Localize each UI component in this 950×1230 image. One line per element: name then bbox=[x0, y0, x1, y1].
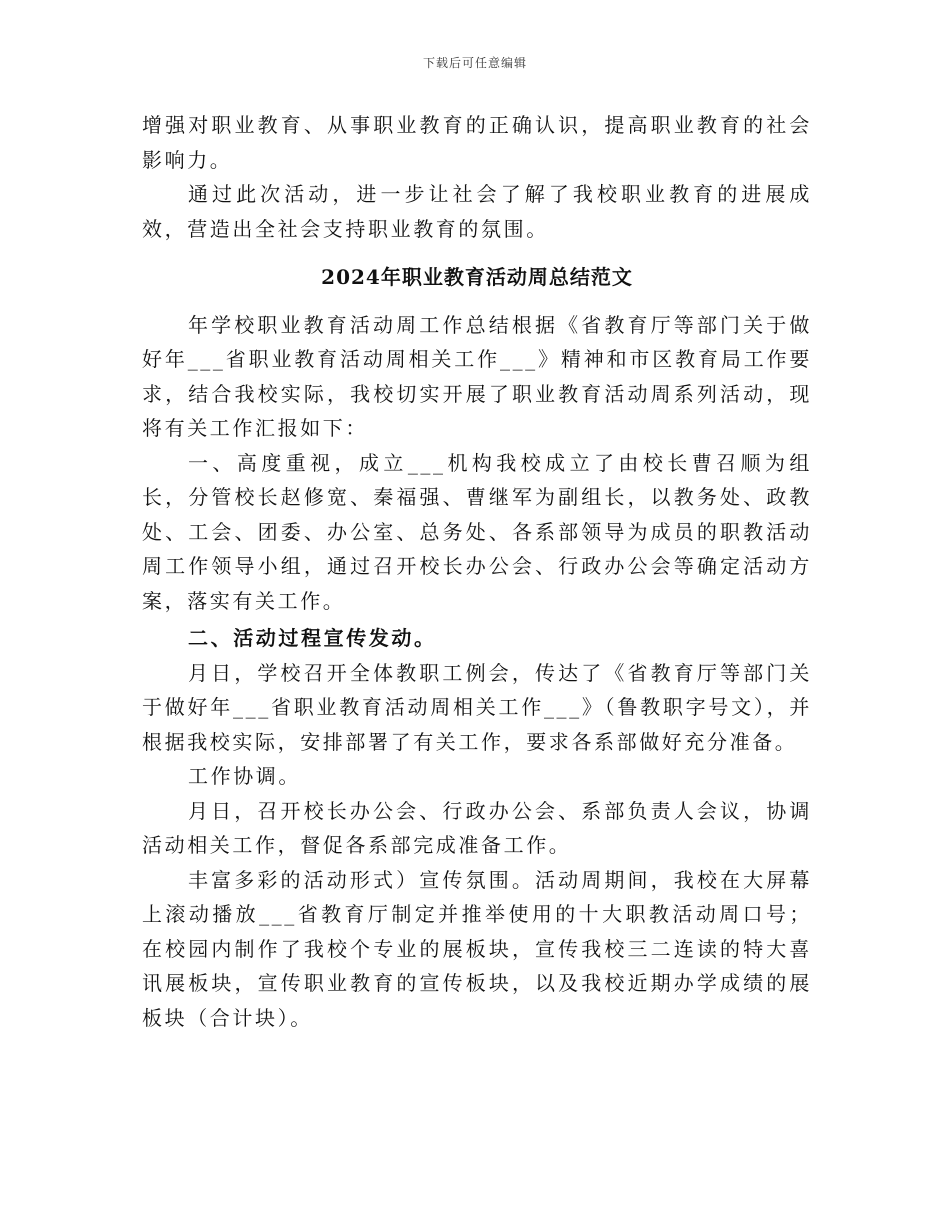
body-paragraph-5: 月日，召开校长办公会、行政办公会、系部负责人会议，协调活动相关工作，督促各系部完成准备工作。 bbox=[142, 798, 812, 857]
body-paragraph-3: 月日，学校召开全体教职工例会，传达了《省教育厅等部门关于做好年___省职业教育活动周相关工作___》（鲁教职字号文），并根据我校实际，安排部署了有关工作，要求各系部做好充分准备。 bbox=[142, 660, 812, 754]
document-body bbox=[142, 108, 812, 1035]
body-paragraph-2: 一、高度重视，成立___机构我校成立了由校长曹召顺为组长，分管校长赵修宽、秦福强、曹继军为副组长，以教务处、政教处、工会、团委、办公室、总务处、各系部领导为成员的职教活动周工作领导小组，通过召开校长办公会、行政办公会等确定活动方案，落实有关工作。 bbox=[142, 450, 812, 613]
body-paragraph-1: 年学校职业教育活动周工作总结根据《省教育厅等部门关于做好年___省职业教育活动周相关工作___》精神和市区教育局工作要求，结合我校实际，我校切实开展了职业教育活动周系列活动，现将有关工作汇报如下： bbox=[142, 312, 812, 440]
body-paragraph-4: 工作协调。 bbox=[188, 764, 301, 788]
page-header: 下载后可任意编辑 bbox=[422, 56, 527, 70]
intro-paragraph-2: 通过此次活动，进一步让社会了解了我校职业教育的进展成效，营造出全社会支持职业教育的氛围。 bbox=[142, 182, 812, 241]
document-title: 2024年职业教育活动周总结范文 bbox=[321, 265, 633, 289]
section-heading-2: 二、活动过程宣传发动。 bbox=[188, 626, 437, 650]
intro-paragraph-1: 增强对职业教育、从事职业教育的正确认识，提高职业教育的社会影响力。 bbox=[142, 113, 812, 172]
body-paragraph-6: 丰富多彩的活动形式）宣传氛围。活动周期间，我校在大屏幕上滚动播放___省教育厅制定并推举使用的十大职教活动周口号；在校园内制作了我校个专业的展板块，宣传我校三二连读的特大喜讯展板块，宣传职业教育的宣传板块，以及我校近期办学成绩的展板块（合计块）。 bbox=[142, 867, 812, 1030]
